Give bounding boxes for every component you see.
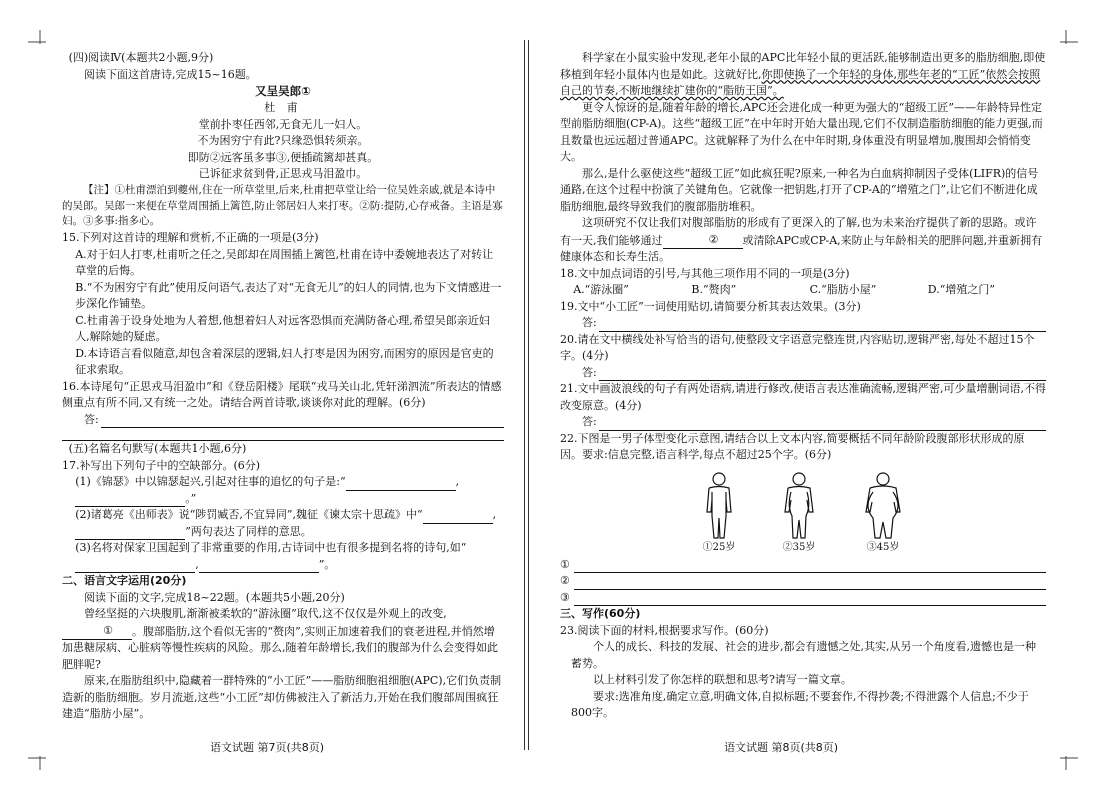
option-c: C.“脂肪小屋” (809, 283, 877, 296)
blank-1[interactable]: ① (62, 623, 132, 641)
heavy-body-icon (855, 470, 911, 540)
page-divider (524, 40, 525, 750)
reading4-intro: 阅读下面这首唐诗,完成15~16题。 (84, 67, 257, 81)
question-20: 20.请在文中横线处补写恰当的语句,使整段文字语意完整连贯,内容贴切,逻辑严密,每处不超过15个字。(4分) (560, 332, 1035, 362)
option-b: B.“赘肉” (691, 283, 737, 296)
question-19: 19.文中“小工匠”一词使用贴切,请简要分析其表达效果。(3分) (560, 299, 861, 313)
option-a: A.对于妇人打枣,杜甫听之任之,吴郎却在周围插上篱笆,杜甫在诗中委婉地表达了对转让草堂的后悔。 (75, 247, 494, 277)
passage-paragraph: 科学家在小鼠实验中发现,老年小鼠的APC比年轻小鼠的更活跃,能够制造出更多的脂肪细胞,即使移植到年轻小鼠体内也是如此。这就好比,你即使换了一个年轻的身体,那些年老的“工匠”依然会按照自己的节奏,不断地继续扩建你的“脂肪王国”。 (560, 51, 1046, 97)
answer-line[interactable]: 答: (560, 315, 1046, 332)
q17-item-2: (2)诸葛亮《出师表》说“陟罚臧否,不宜异同”,魏征《谏太宗十思疏》中“ , ”两句表达了同样的意思。 (62, 507, 504, 540)
page-footer: 语文试题 第7页(共8页) (210, 741, 325, 754)
poem-line: 堂前扑枣任西邻,无食无儿一妇人。 (198, 117, 368, 131)
q17-item-3: (3)名将对保家卫国起到了非常重要的作用,古诗词中也有很多提到名将的诗句,如“ , ”。 (62, 540, 504, 573)
option-b: B.“不为困穷宁有此”使用反问语气,表达了对“无食无儿”的妇人的同情,也为下文情感进一步深化作铺垫。 (75, 280, 502, 310)
question-21: 21.文中画波浪线的句子有两处语病,请进行修改,使语言表达准确流畅,逻辑严密,可少量增删词语,不得改变原意。(4分) (560, 382, 1046, 412)
poem-title: 又呈吴郎① (255, 84, 311, 98)
page-footer: 语文试题 第8页(共8页) (724, 741, 839, 754)
passage-paragraph: 曾经坚挺的六块腹肌,渐渐被柔软的“游泳圈”取代,这不仅仅是外观上的改变,① 。腹部脂肪,这个看似无害的“赘肉”,实则正加速着我们的衰老进程,并悄然增加患糖尿病、心脏病等慢性疾病的风险。那么,随着年龄增长,我们的腹部为什么会变得如此肥胖呢? (62, 607, 498, 671)
poem-line: 已诉征求贫到骨,正思戎马泪盈巾。 (198, 167, 368, 181)
figure-caption: ③45岁 (866, 541, 900, 553)
option-a: A.“游泳圈” (573, 283, 629, 296)
passage-paragraph: 那么,是什么驱使这些“超级工匠”如此疯狂呢?原来,一种名为白血病抑制因子受体(LIFR)的信号通路,在这个过程中扮演了关键角色。它就像一把钥匙,打开了CP-A的“增殖之门”,让它们不断进化成脂肪细胞,最终导致我们的腹部脂肪堆积。 (560, 166, 1039, 213)
blank[interactable] (199, 572, 319, 573)
q18-options (560, 282, 1046, 299)
poem-line: 不为困穷宁有此?只缘恐惧转须亲。 (197, 134, 369, 148)
passage-paragraph: 原来,在脂肪组织中,隐藏着一群特殊的“小工匠”——脂肪细胞祖细胞(APC),它们负责制造新的脂肪细胞。岁月流逝,这些“小工匠”却仿佛被注入了新活力,开始在我们腹部周围疯狂建造“脂肪小屋”。 (62, 674, 502, 720)
slim-body-icon (695, 470, 743, 540)
page-divider (528, 40, 529, 750)
figure-age-25 (695, 470, 743, 555)
question-22: 22.下图是一男子体型变化示意图,请结合以上文本内容,简要概括不同年龄阶段腹部形状形成的原因。要求:信息完整,语言科学,每点不超过25个字。(6分) (560, 431, 1025, 461)
reading4-heading: (四)阅读Ⅳ(本题共2小题,9分) (68, 51, 214, 64)
answer-line-3[interactable]: ③ (560, 590, 1046, 607)
page-8 (532, 0, 1106, 800)
answer-line-1[interactable]: ① (560, 557, 1046, 574)
poem-note: 【注】①杜甫漂泊到夔州,住在一所草堂里,后来,杜甫把草堂让给一位吴姓亲戚,就是本诗中的吴郎。吴郎一来便在草堂周围插上篱笆,防止邻居妇人来打枣。②防:提防,心存戒备。主语是寡妇。③多事:指多心。 (62, 183, 503, 228)
answer-line[interactable]: 答: (560, 414, 1046, 431)
question-17: 17.补写出下列句子中的空缺部分。(6分) (62, 458, 261, 472)
medium-body-icon (773, 470, 825, 540)
poem-author: 杜 甫 (264, 101, 302, 115)
option-d: D.“增殖之门” (927, 283, 995, 296)
writing-material: 个人的成长、科技的发展、社会的进步,都会有遗憾之处,其实,从另一个角度看,遗憾也是一种蓄势。 (571, 640, 1036, 670)
answer-line[interactable]: 答: (62, 412, 504, 429)
question-18: 18.文中加点词语的引号,与其他三项作用不同的一项是(3分) (560, 266, 850, 280)
wavy-sentence: 你即使换了一个年轻的身体,那些年老的“工匠”依然会按照自己的节奏,不断地继续扩建你的“脂肪王国”。 (560, 67, 1041, 97)
blank[interactable] (423, 523, 493, 524)
q17-item-1: (1)《锦瑟》中以锦瑟起兴,引起对往事的追忆的句子是:“ , 。” (62, 474, 504, 507)
question-16: 16.本诗尾句“正思戎马泪盈巾”和《登岳阳楼》尾联“戎马关山北,凭轩涕泗流”所表达的情感侧重点有所不同,又有统一之处。请结合两首诗歌,谈谈你对此的理解。(6分) (62, 379, 502, 409)
passage-paragraph: 更令人惊讶的是,随着年龄的增长,APC还会进化成一种更为强大的“超级工匠”——年龄特异性定型前脂肪细胞(CP-A)。这些“超级工匠”在中年时开始大量出现,它们不仅制造脂肪细胞的能力更强,而且数量也远远超过普通APC。这就解释了为什么在中年时期,身体重没有明显增加,腹围却会悄悄变大。 (560, 100, 1043, 163)
question-15: 15.下列对这首诗的理解和赏析,不正确的一项是(3分) (62, 231, 319, 244)
section2-intro: 阅读下面的文字,完成18~22题。(本题共5小题,20分) (84, 590, 345, 604)
page-7 (0, 0, 522, 800)
option-c: C.杜甫善于设身处地为人着想,他想着妇人对远客恐惧而充满防备心理,希望吴郎亲近妇人,解除她的疑虑。 (75, 313, 490, 343)
body-shape-figure (560, 470, 1046, 555)
poem-line: 即防②远客虽多事③,便插疏篱却甚真。 (187, 150, 379, 164)
writing-requirements: 要求:选准角度,确定立意,明确文体,自拟标题;不要套作,不得抄袭;不得泄露个人信息;不少于800字。 (571, 689, 1029, 719)
figure-caption: ②35岁 (782, 541, 816, 553)
answer-line[interactable]: 答: (560, 365, 1046, 382)
blank[interactable] (346, 490, 456, 491)
figure-age-35 (773, 470, 825, 555)
blank-2[interactable]: ② (663, 232, 743, 250)
answer-line-2[interactable]: ② (560, 573, 1046, 590)
option-d: D.本诗语言看似随意,却包含着深层的逻辑,妇人打枣是因为困穷,而困穷的原因是官吏的征求索取。 (75, 346, 494, 376)
writing-prompt: 以上材料引发了你怎样的联想和思考?请写一篇文章。 (593, 673, 852, 686)
section3-heading: 三、写作(60分) (560, 607, 641, 620)
question-23: 23.阅读下面的材料,根据要求写作。(60分) (560, 623, 769, 637)
answer-line[interactable] (62, 428, 504, 441)
section5-heading: (五)名篇名句默写(本题共1小题,6分) (68, 442, 247, 455)
figure-age-45 (855, 470, 911, 555)
passage-paragraph: 这项研究不仅让我们对腹部脂肪的形成有了更深入的了解,也为未来治疗提供了新的思路。或许有一天,我们能够通过 ② 或清除APC或CP-A,来防止与年龄相关的肥胖问题,并重新拥有健康体态和长寿生活。 (560, 216, 1043, 263)
section2-heading: 二、语言文字运用(20分) (62, 574, 187, 587)
figure-caption: ①25岁 (702, 541, 736, 553)
